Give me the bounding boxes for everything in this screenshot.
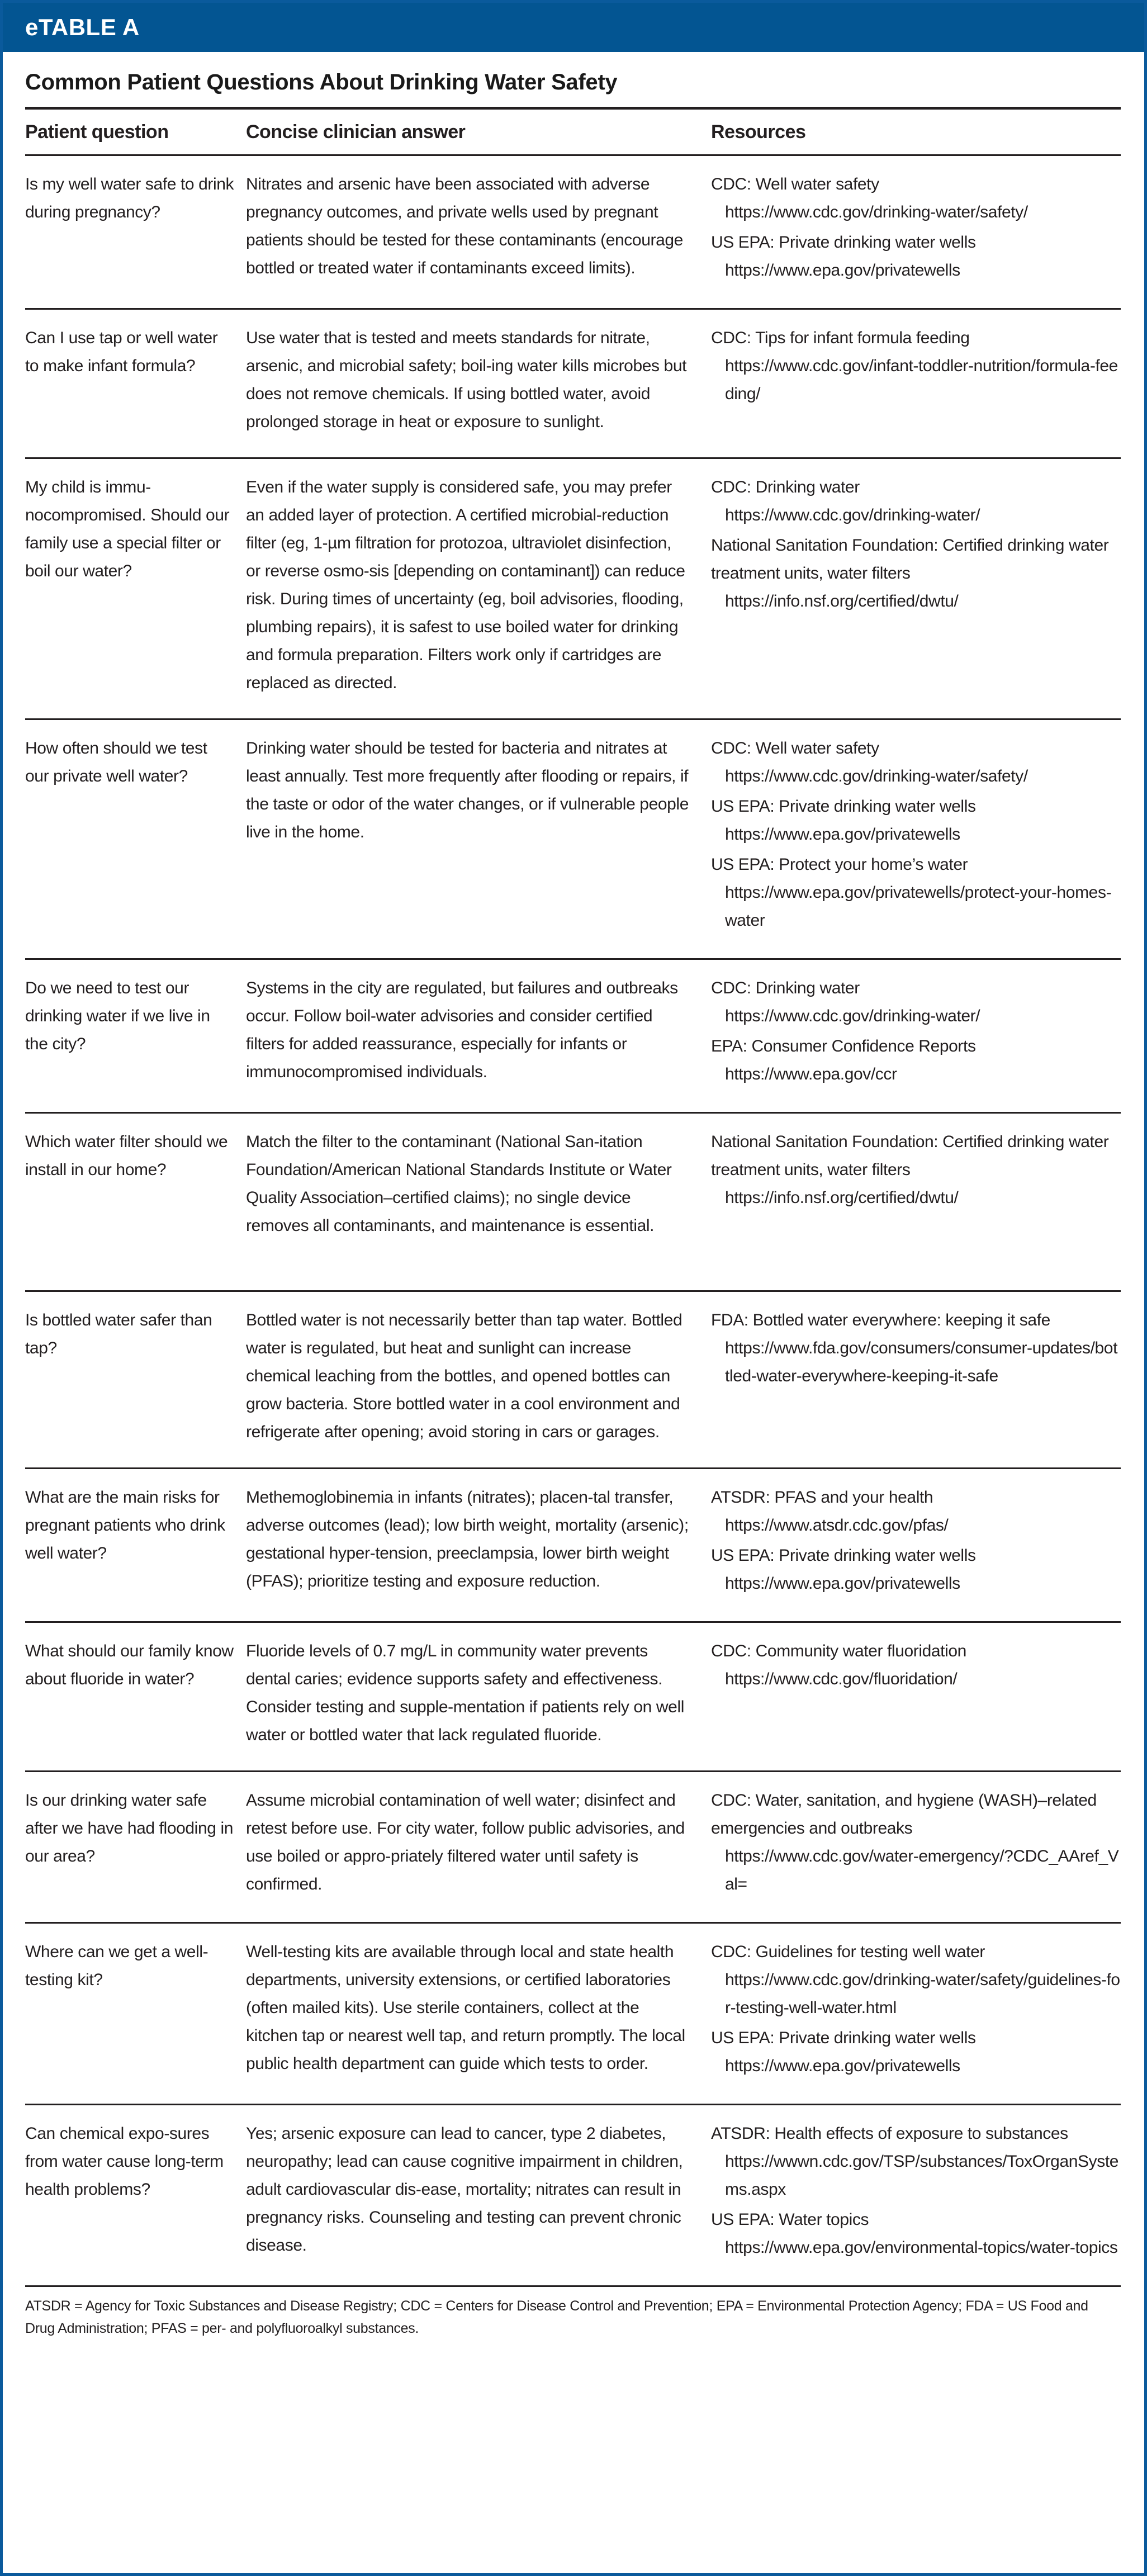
resources-cell (711, 1291, 1121, 1469)
column-header-answer: Concise clinician answer (246, 108, 711, 155)
resource-url-link[interactable]: https://www.cdc.gov/drinking-water/safety/guidelines-for-testing-well-water.html (725, 1971, 1120, 2017)
resource-url-link[interactable]: https://wwwn.cdc.gov/TSP/substances/ToxOrganSystems.aspx (725, 2152, 1119, 2199)
resource-url-link[interactable]: https://www.epa.gov/privatewells/protect-your-homes-water (725, 883, 1112, 930)
resource-title: CDC: Water, sanitation, and hygiene (WASH)–related emergencies and outbreaks (711, 1791, 1097, 1838)
resources-cell (711, 2105, 1121, 2286)
resource-title: EPA: Consumer Confidence Reports (711, 1037, 976, 1055)
resource-title: CDC: Drinking water (711, 478, 860, 496)
resource-title: CDC: Guidelines for testing well water (711, 1943, 985, 1961)
resource-title: CDC: Well water safety (711, 175, 879, 193)
column-header-question: Patient question (25, 108, 246, 155)
clinician-answer-cell: Bottled water is not necessarily better than tap water. Bottled water is regulated, but heat and sunlight can increase chemical leaching from the bottles, and opened bottles can grow bacteria. Store bottled water in a cool environment and refrigerate after opening; avoid storing in cars or garages. (246, 1291, 711, 1469)
table-footnote: ATSDR = Agency for Toxic Substances and Disease Registry; CDC = Centers for Disease Control and Prevention; EPA = Environmental Protection Agency; FDA = US Food and Drug Administration; PFAS = per- and polyfluoroalkyl substances. (25, 2298, 1088, 2336)
patient-question-cell: What are the main risks for pregnant patients who drink well water? (25, 1469, 246, 1622)
patient-question-cell: Can chemical expo-sures from water cause long-term health problems? (25, 2105, 246, 2286)
table-row (25, 1772, 1121, 1923)
clinician-answer-cell: Well-testing kits are available through local and state health departments, university extensions, or certified laboratories (often mailed kits). Use sterile containers, collect at the kitchen tap or nearest well tap, and return promptly. The local public health department can guide which tests to order. (246, 1923, 711, 2105)
table-label-band: eTABLE A (3, 3, 1144, 52)
resource-url-link[interactable]: https://www.cdc.gov/drinking-water/safety/ (725, 767, 1028, 785)
clinician-answer-cell: Drinking water should be tested for bacteria and nitrates at least annually. Test more frequently after flooding or repairs, if the taste or odor of the water changes, or if vulnerable people live in the home. (246, 719, 711, 959)
clinician-answer-cell: Even if the water supply is considered safe, you may prefer an added layer of protection. A certified microbial-reduction filter (eg, 1-µm filtration for protozoa, ultraviolet disinfection, or reverse osmo-sis [depending on contaminant]) can reduce risk. During times of uncertainty (eg, boil advisories, flooding, plumbing repairs), it is safest to use boiled water for drinking and formula preparation. Filters work only if cartridges are replaced as directed. (246, 458, 711, 719)
resource-title: FDA: Bottled water everywhere: keeping it safe (711, 1311, 1050, 1329)
resource-title: US EPA: Private drinking water wells (711, 797, 976, 816)
resource-title: US EPA: Protect your home’s water (711, 855, 968, 874)
resource-title: US EPA: Private drinking water wells (711, 1546, 976, 1565)
resource-url-link[interactable]: https://www.cdc.gov/fluoridation/ (725, 1670, 958, 1688)
clinician-answer-cell: Use water that is tested and meets standards for nitrate, arsenic, and microbial safety; boil-ing water kills microbes but does not remove chemicals. If using bottled water, avoid prolonged storage in heat or exposure to sunlight. (246, 309, 711, 458)
resource-url-link[interactable]: https://www.cdc.gov/infant-toddler-nutrition/formula-feeding/ (725, 357, 1118, 403)
patient-question-cell: Is our drinking water safe after we have had flooding in our area? (25, 1772, 246, 1923)
patient-question-cell: How often should we test our private well water? (25, 719, 246, 959)
table-row (25, 1113, 1121, 1291)
clinician-answer-cell: Match the filter to the contaminant (National San-itation Foundation/American National Standards Institute or Water Quality Association–certified claims); no single device removes all contaminants, and maintenance is essential. (246, 1113, 711, 1291)
resource-title: US EPA: Private drinking water wells (711, 2029, 976, 2047)
table-row (25, 1622, 1121, 1772)
table-title: Common Patient Questions About Drinking Water Safety (25, 70, 618, 94)
table-row (25, 1923, 1121, 2105)
patient-question-cell: Can I use tap or well water to make infant formula? (25, 309, 246, 458)
table-row (25, 1291, 1121, 1469)
patient-question-cell: My child is immu-nocompromised. Should our family use a special filter or boil our water? (25, 458, 246, 719)
resources-cell (711, 719, 1121, 959)
resource-title: CDC: Drinking water (711, 979, 860, 997)
resource-url-link[interactable]: https://www.atsdr.cdc.gov/pfas/ (725, 1516, 949, 1535)
resource-title: CDC: Community water fluoridation (711, 1642, 966, 1660)
resource-title: US EPA: Water topics (711, 2210, 869, 2229)
resource-url-link[interactable]: https://www.epa.gov/privatewells (725, 1574, 960, 1593)
questions-table (25, 107, 1121, 2287)
resource-url-link[interactable]: https://www.fda.gov/consumers/consumer-updates/bottled-water-everywhere-keeping-it-safe (725, 1339, 1118, 1385)
resources-cell (711, 1113, 1121, 1291)
resource-title: National Sanitation Foundation: Certified drinking water treatment units, water filters (711, 536, 1109, 583)
patient-question-cell: Do we need to test our drinking water if we live in the city? (25, 959, 246, 1113)
clinician-answer-cell: Methemoglobinemia in infants (nitrates); placen-tal transfer, adverse outcomes (lead); low birth weight, mortality (arsenic); gestational hyper-tension, preeclampsia, lower birth weight (PFAS); prioritize testing and exposure reduction. (246, 1469, 711, 1622)
clinician-answer-cell: Nitrates and arsenic have been associated with adverse pregnancy outcomes, and private wells used by pregnant patients should be tested for these contaminants (encourage bottled or treated water if contaminants exceed limits). (246, 155, 711, 309)
clinician-answer-cell: Assume microbial contamination of well water; disinfect and retest before use. For city water, follow public advisories, and use boiled or appro-priately filtered water until safety is confirmed. (246, 1772, 711, 1923)
table-row (25, 719, 1121, 959)
clinician-answer-cell: Yes; arsenic exposure can lead to cancer, type 2 diabetes, neuropathy; lead can cause cognitive impairment in children, adult cardiovascular dis-ease, mortality; nitrates can result in pregnancy risks. Counseling and testing can prevent chronic disease. (246, 2105, 711, 2286)
table-row (25, 155, 1121, 309)
resources-cell (711, 1923, 1121, 2105)
resource-url-link[interactable]: https://www.epa.gov/ccr (725, 1065, 897, 1083)
table-body (25, 155, 1121, 2286)
table-container (3, 52, 1144, 2340)
table-row (25, 2105, 1121, 2286)
resource-title: CDC: Well water safety (711, 739, 879, 757)
table-row (25, 309, 1121, 458)
resources-cell (711, 309, 1121, 458)
resource-url-link[interactable]: https://www.epa.gov/environmental-topics/water-topics (725, 2238, 1118, 2257)
resource-url-link[interactable]: https://www.epa.gov/privatewells (725, 2057, 960, 2075)
resources-cell (711, 1772, 1121, 1923)
resource-title: US EPA: Private drinking water wells (711, 233, 976, 252)
resources-cell (711, 1622, 1121, 1772)
column-header-resources: Resources (711, 108, 1121, 155)
resource-url-link[interactable]: https://www.epa.gov/privatewells (725, 261, 960, 280)
resource-url-link[interactable]: https://info.nsf.org/certified/dwtu/ (725, 592, 959, 610)
table-row (25, 458, 1121, 719)
resources-cell (711, 155, 1121, 309)
patient-question-cell: Is my well water safe to drink during pregnancy? (25, 155, 246, 309)
resources-cell (711, 1469, 1121, 1622)
resource-title: National Sanitation Foundation: Certified drinking water treatment units, water filters (711, 1133, 1109, 1179)
resource-url-link[interactable]: https://info.nsf.org/certified/dwtu/ (725, 1188, 959, 1207)
resource-url-link[interactable]: https://www.cdc.gov/drinking-water/safety/ (725, 203, 1028, 221)
patient-question-cell: Is bottled water safer than tap? (25, 1291, 246, 1469)
resource-title: ATSDR: Health effects of exposure to substances (711, 2124, 1068, 2143)
resources-cell (711, 458, 1121, 719)
resource-title: ATSDR: PFAS and your health (711, 1488, 933, 1507)
patient-question-cell: What should our family know about fluoride in water? (25, 1622, 246, 1772)
table-row (25, 959, 1121, 1113)
header-row (25, 108, 1121, 155)
table-row (25, 1469, 1121, 1622)
clinician-answer-cell: Systems in the city are regulated, but failures and outbreaks occur. Follow boil-water advisories and consider certified filters for added reassurance, especially for infants or immunocompromised individuals. (246, 959, 711, 1113)
resources-cell (711, 959, 1121, 1113)
resource-url-link[interactable]: https://www.cdc.gov/water-emergency/?CDC_AAref_Val= (725, 1847, 1119, 1893)
resource-url-link[interactable]: https://www.cdc.gov/drinking-water/ (725, 1007, 980, 1025)
clinician-answer-cell: Fluoride levels of 0.7 mg/L in community water prevents dental caries; evidence supports safety and effectiveness. Consider testing and supple-mentation if patients rely on well water or bottled water that lack regulated fluoride. (246, 1622, 711, 1772)
resource-title: CDC: Tips for infant formula feeding (711, 329, 970, 347)
patient-question-cell: Which water filter should we install in our home? (25, 1113, 246, 1291)
resource-url-link[interactable]: https://www.cdc.gov/drinking-water/ (725, 506, 980, 524)
resource-url-link[interactable]: https://www.epa.gov/privatewells (725, 825, 960, 844)
patient-question-cell: Where can we get a well-testing kit? (25, 1923, 246, 2105)
